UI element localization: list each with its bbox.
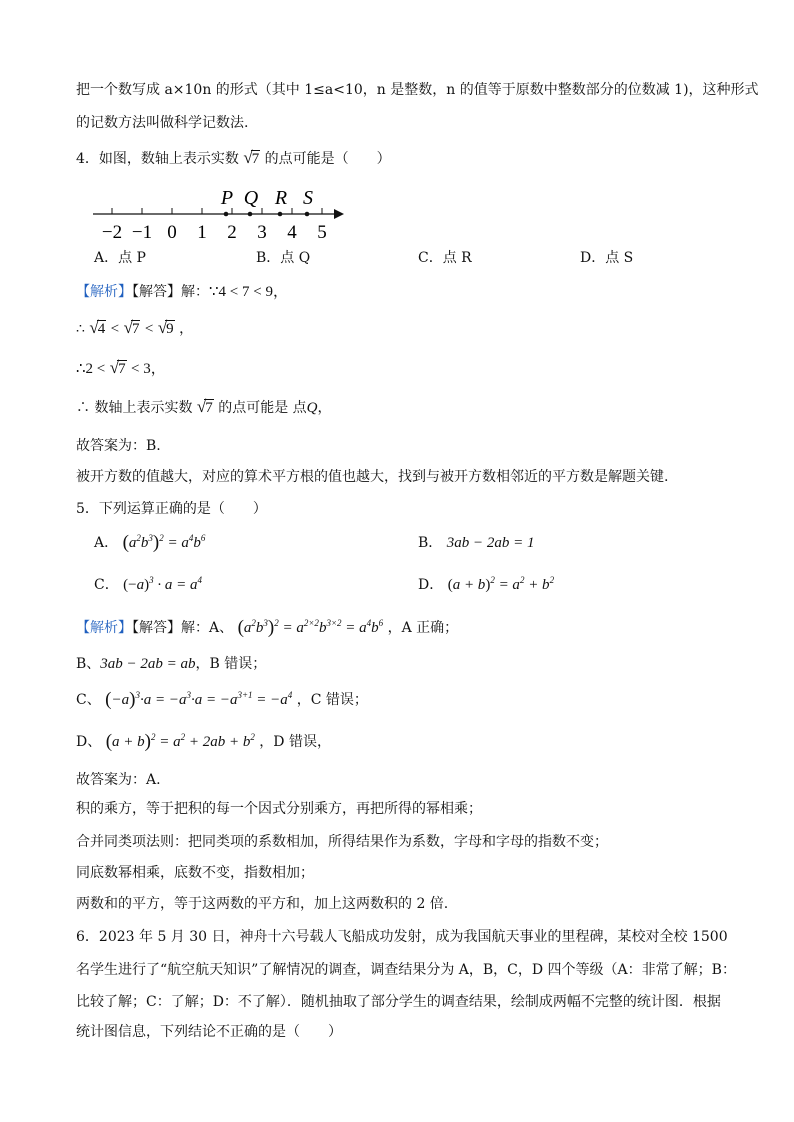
analysis-tag: 【解析】 [76,620,132,636]
number-line-figure [88,180,348,245]
q4-answer: 故答案为：B. [76,438,161,454]
tick-label: 4 [287,222,297,243]
axis-arrow-icon [334,209,344,219]
sqrt-7-expr: √7 [243,148,260,167]
tick-label: −2 [101,222,123,243]
intro-line-2: 的记数方法叫做科学记数法. [76,115,249,131]
q4-stem-a: 如图，数轴上表示实数 [98,151,239,167]
analysis-tag: 【解析】 [76,284,132,300]
q5-solution-line-d: D、 $(a + b)^2 = a^2 + 2ab + b^2$ ，D 错误， [76,731,331,752]
point-r-label: R [274,187,288,209]
point-s-dot [305,212,310,217]
q4-stem-b: 的点可能是（ ） [264,151,391,167]
q6-line-1: 6．2023 年 5 月 30 日，神舟十六号载人飞船成功发射，成为我国航天事业的里程碑，某校对全校 1500 [76,929,728,945]
solution-head: 【解答】解： [132,284,209,300]
q4-option-a: A．点 P [94,250,146,266]
sqrt-9-expr: √9 [157,318,174,337]
inequality-text: ∵4 < 7 < 9， [209,284,288,300]
q4-note: 被开方数的值越大，对应的算术平方根的值也越大，找到与被开方数相邻近的平方数是解题关键. [76,469,669,485]
sqrt-7-expr: √7 [196,397,213,416]
q5-rule-3: 同底数幂相乘，底数不变，指数相加； [76,865,314,881]
q5-solution-line-c: C、 $(-a)^3\cdot a = -a^3\cdot a = -a^{3+1} = -a^4$ ，C 错误； [76,689,368,710]
point-p-label: P [220,187,234,209]
q4-option-b: B．点 Q [256,250,311,266]
point-s-label: S [303,187,313,209]
q5-rule-2: 合并同类项法则：把同类项的系数相加，所得结果作为系数，字母和字母的指数不变； [76,834,608,850]
tick-label: 5 [317,222,327,243]
q5-option-b: B． 3ab − 2ab = 1 [418,535,535,551]
q5-answer: 故答案为：A. [76,772,161,788]
q5-option-a: A． $(a^2b^3)^2 = a^4b^6$ [94,532,206,553]
q4-option-c: C．点 R [418,250,472,266]
intro-line-1: 把一个数写成 a×10n 的形式（其中 1≤a<10，n 是整数，n 的值等于原数中整数部分的位数减 1)，这种形式 [76,82,759,98]
q5-rule-4: 两数和的平方，等于这两数的平方和，加上这两数积的 2 倍. [76,896,449,912]
q5-option-c: C． $(-a)^3 \cdot a = a^4$ [94,575,203,593]
q6-line-3: 比较了解；C：了解；D：不了解）．随机抽取了部分学生的调查结果，绘制成两幅不完整的统计图．根据 [76,994,721,1010]
q5-solution-line-a: 【解析】【解答】解：A、 $(a^2b^3)^2 = a^{2\times 2}b^{3\times 2} = a^4b^6$ ，A 正确； [76,617,459,638]
tick-label: 0 [167,222,177,243]
q4-option-d: D．点 S [580,250,634,266]
q4-solution-line-1 [76,282,288,302]
point-r-dot [278,212,283,217]
tick-label: 1 [197,222,207,243]
point-q-label: Q [306,400,318,416]
sqrt-4-expr: √4 [89,318,106,337]
q5-stem: 5．下列运算正确的是（ ） [76,501,267,517]
q4-solution-line-2: ∴ √4 < √7 < √9 ， [76,318,194,337]
point-q-dot [248,212,253,217]
q5-solution-line-b: B、3ab − 2ab = ab，B 错误； [76,656,267,672]
q4-number: 4． [76,151,99,167]
point-p-dot [224,212,229,217]
q6-line-2: 名学生进行了“航空航天知识”了解情况的调查，调查结果分为 A，B，C，D 四个等级（A：非常了解；B： [76,962,736,978]
sqrt-7-expr: √7 [109,358,126,377]
q4-stem [76,148,391,169]
sqrt-7-expr: √7 [123,318,140,337]
q4-solution-line-3: ∴2 < √7 < 3， [76,358,166,377]
q5-rule-1: 积的乘方，等于把积的每一个因式分别乘方，再把所得的幂相乘； [76,801,482,817]
q5-option-d: D． $(a + b)^2 = a^2 + b^2$ [418,575,555,593]
q6-line-4: 统计图信息，下列结论不正确的是（ ） [76,1024,342,1040]
tick-label: −1 [131,222,153,243]
q4-solution-line-4: ∴ 数轴上表示实数 √7 的点可能是 点Q， [76,397,332,416]
tick-label: 3 [257,222,267,243]
tick-label: 2 [227,222,237,243]
point-q-label: Q [243,187,259,209]
